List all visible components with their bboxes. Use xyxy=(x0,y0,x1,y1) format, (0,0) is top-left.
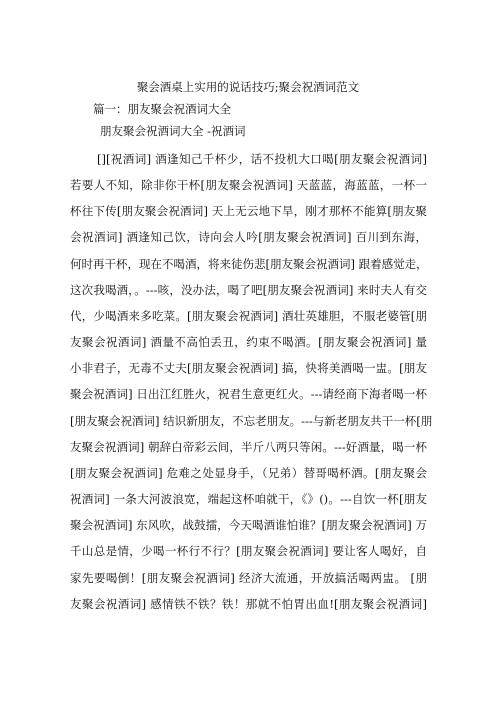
body-line: 代，少喝酒来多吃菜。[朋友聚会祝酒词] 酒壮英雄胆，不服老婆管[朋 xyxy=(70,309,427,323)
body-line: 祝酒词] 一条大河波浪宽，端起这杯咱就干，《》()。---自饮一杯[朋友 xyxy=(70,492,427,506)
body-line: 小非君子，无毒不丈夫[朋友聚会祝酒词] 搞，快将美酒喝一盅。[朋友 xyxy=(70,361,427,375)
body-line: [][祝酒词] 酒逢知己千杯少，话不投机大口喝[朋友聚会祝酒词] xyxy=(97,152,427,166)
body-line: 友聚会祝酒词] 朝辞白帝彩云间，半斤八两只等闲。---好酒量，喝一杯 xyxy=(70,440,427,454)
document-title: 聚会酒桌上实用的说话技巧;聚会祝酒词范文 xyxy=(136,80,360,94)
section-heading: 篇一：朋友聚会祝酒词大全 xyxy=(93,102,231,116)
body-line: 友聚会祝酒词] 酒量不高怕丢丑，约束不喝酒。[朋友聚会祝酒词] 量 xyxy=(70,335,427,349)
sub-heading: 朋友聚会祝酒词大全 -祝酒词 xyxy=(100,124,246,138)
body-line: 千山总是情，少喝一杯行不行？[朋友聚会祝酒词] 要让客人喝好，自 xyxy=(70,544,427,558)
body-line: 聚会祝酒词] 日出江红胜火，祝君生意更红火。---请经商下海者喝一杯 xyxy=(70,387,427,401)
body-line: 聚会祝酒词] 东风吹，战鼓擂，今天喝酒谁怕谁？[朋友聚会祝酒词] 万 xyxy=(70,518,427,532)
body-line: 这次我喝酒，。---咳，没办法，喝了吧[朋友聚会祝酒词] 来时夫人有交 xyxy=(70,283,427,297)
body-line: [朋友聚会祝酒词] 危难之处显身手，（兄弟）替哥喝杯酒。[朋友聚会 xyxy=(70,466,427,480)
body-line: 何时再干杯，现在不喝酒，将来徒伤悲[朋友聚会祝酒词] 跟着感觉走， xyxy=(70,257,428,271)
body-line: 友聚会祝酒词] 感情铁不铁？铁！那就不怕胃出血![朋友聚会祝酒词] xyxy=(70,597,427,611)
body-line: 会祝酒词] 酒逢知己饮，诗向会人吟[朋友聚会祝酒词] 百川到东海， xyxy=(70,230,427,244)
body-line: [朋友聚会祝酒词] 结识新朋友，不忘老朋友。---与新老朋友共干一杯[朋 xyxy=(70,414,433,428)
body-line: 家先要喝倒！[朋友聚会祝酒词] 经济大流通，开放搞活喝两盅。 [朋 xyxy=(70,571,427,585)
body-line: 若要人不知，除非你干杯[朋友聚会祝酒词] 天蓝蓝，海蓝蓝，一杯一 xyxy=(70,178,427,192)
body-line: 杯往下传[朋友聚会祝酒词] 天上无云地下旱，刚才那杯不能算[朋友聚 xyxy=(70,204,427,218)
